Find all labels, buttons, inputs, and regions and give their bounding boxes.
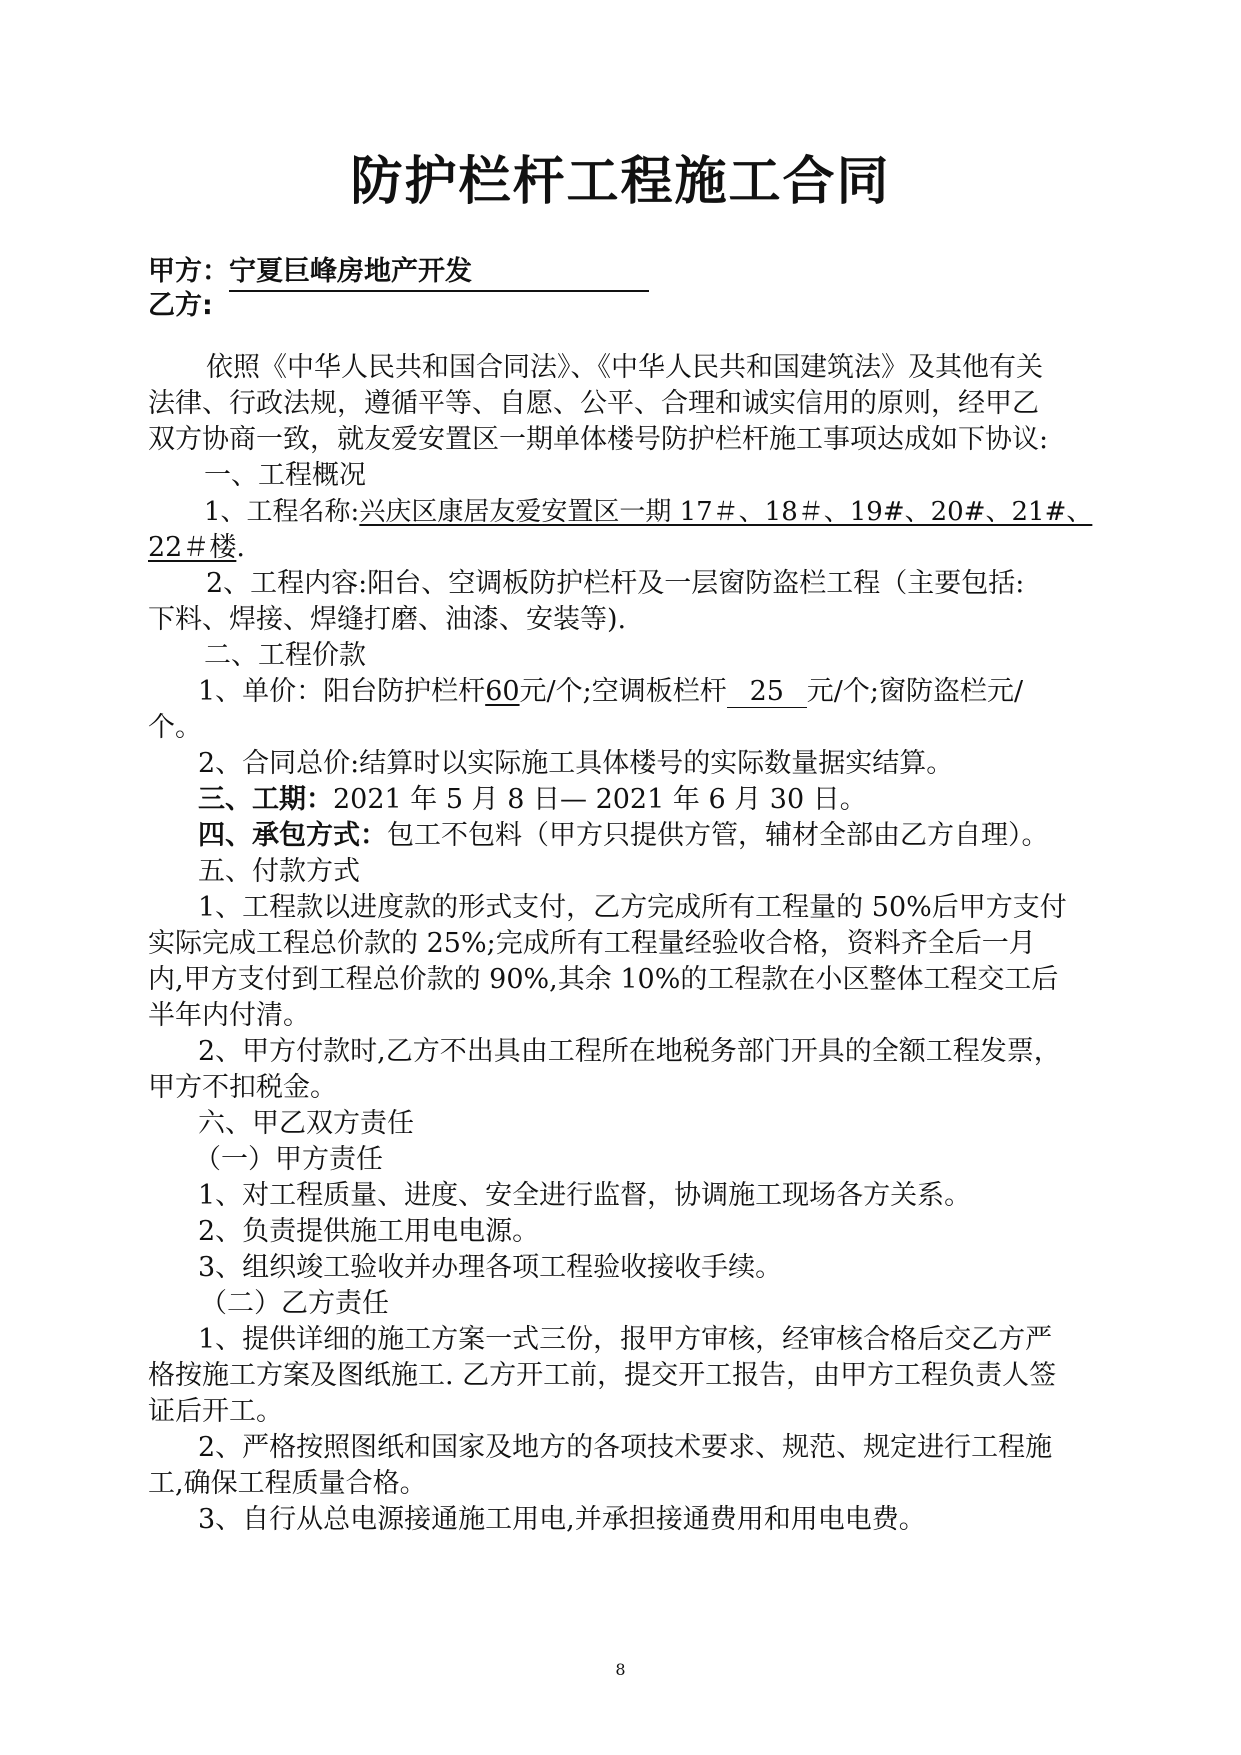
party-b-label: 乙方: [148,290,213,321]
section-5-heading: 五、付款方式 [198,856,360,887]
party-b-duty-3: 3、自行从总电源接通施工用电,并承担接通费用和用电电费。 [198,1504,926,1535]
intro-line-2: 法律、行政法规，遵循平等、自愿、公平、合理和诚实信用的原则，经甲乙 [148,388,1039,419]
construction-period: 2021 年 5 月 8 日— 2021 年 6 月 30 日。 [333,784,867,815]
party-b-duty-1-line-1: 1、提供详细的施工方案一式三份，报甲方审核，经审核合格后交乙方严 [198,1324,1053,1355]
section-3-line [198,782,867,818]
section-4-heading: 四、承包方式： [198,820,387,851]
s5-item1-line-3: 内,甲方支付到工程总价款的 90%,其余 10%的工程款在小区整体工程交工后 [148,964,1059,995]
project-name-tail: . [236,532,245,563]
party-a-label: 甲方： [148,256,229,287]
party-b-duty-1-line-3: 证后开工。 [148,1396,283,1427]
s2-item2-line: 2、合同总价:结算时以实际施工具体楼号的实际数量据实结算。 [198,748,954,779]
party-a-line [148,254,649,292]
ac-board-price: 25 [727,677,807,708]
intro-line-3: 双方协商一致，就友爱安置区一期单体楼号防护栏杆施工事项达成如下协议: [148,424,1049,455]
party-a-duties-heading: （一）甲方责任 [194,1144,383,1175]
party-a-duty-1: 1、对工程质量、进度、安全进行监督，协调施工现场各方关系。 [198,1180,972,1211]
s2-item1-cont: 个。 [148,712,202,743]
s5-item1-line-2: 实际完成工程总价款的 25%;完成所有工程量经验收合格，资料齐全后一月 [148,928,1036,959]
party-b-duty-1-line-2: 格按施工方案及图纸施工. 乙方开工前，提交开工报告，由甲方工程负责人签 [148,1360,1057,1391]
project-name-a: 兴庆区康居友爱安置区一期 17＃、18＃、19#、20#、21#、 [359,497,1093,527]
section-3-heading: 三、工期： [198,784,333,815]
section-1-heading: 一、工程概况 [204,460,366,491]
intro-line-1: 依照《中华人民共和国合同法》、《中华人民共和国建筑法》及其他有关 [206,352,1043,383]
s5-item2-line-2: 甲方不扣税金。 [148,1072,337,1103]
project-name-b: 22＃楼 [148,532,237,563]
s1-item2-line: 2、工程内容:阳台、空调板防护栏杆及一层窗防盗栏工程（主要包括: [206,568,1025,599]
section-2-heading: 二、工程价款 [204,640,366,671]
s2-item1-line [198,674,1023,710]
s5-item1-line-1: 1、工程款以进度款的形式支付，乙方完成所有工程量的 50%后甲方支付 [198,892,1067,923]
party-b-duty-2-line-1: 2、严格按照图纸和国家及地方的各项技术要求、规范、规定进行工程施 [198,1432,1053,1463]
s1-item1-cont [148,530,245,566]
party-b-duty-2-line-2: 工,确保工程质量合格。 [148,1468,427,1499]
document-title: 防护栏杆工程施工合同 [350,152,891,212]
s1-item1-prefix: 1、工程名称: [204,497,360,527]
party-a-duty-3: 3、组织竣工验收并办理各项工程验收接收手续。 [198,1252,783,1283]
s1-item2-cont: 下料、焊接、焊缝打磨、油漆、安装等). [148,604,627,635]
party-b-line [148,288,213,324]
contract-method: 包工不包料（甲方只提供方管，辅材全部由乙方自理）。 [387,820,1049,851]
party-a-value: 宁夏巨峰房地产开发 [229,254,649,292]
section-6-heading: 六、甲乙双方责任 [198,1108,414,1139]
page-number: 8 [615,1660,626,1679]
unit-price-mid: 元/个;空调板栏杆 [519,676,727,707]
s5-item1-line-4: 半年内付清。 [148,1000,310,1031]
balcony-price: 60 [485,676,520,707]
unit-price-post: 元/个;窗防盗栏元/ [806,676,1024,707]
section-4-line [198,818,1049,854]
party-a-duty-2: 2、负责提供施工用电电源。 [198,1216,540,1247]
party-b-duties-heading: （二）乙方责任 [200,1288,389,1319]
unit-price-label: 1、单价：阳台防护栏杆 [198,676,486,707]
s1-item1-line [204,494,1092,530]
s5-item2-line-1: 2、甲方付款时,乙方不出具由工程所在地税务部门开具的全额工程发票， [198,1036,1061,1067]
